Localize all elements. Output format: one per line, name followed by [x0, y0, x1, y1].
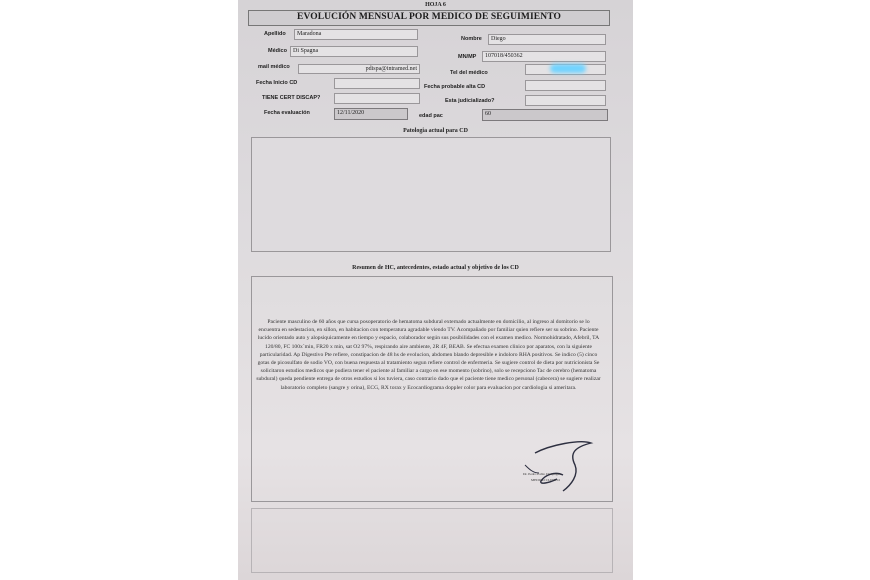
medico-label: Médico: [268, 48, 287, 54]
fecha-inicio-field: [334, 78, 420, 89]
edad-pac-label: edad pac: [419, 113, 443, 119]
resumen-heading: Resumen de HC, antecedentes, estado actual y objetivo de los CD: [352, 265, 519, 271]
fecha-probable-alta-label: Fecha probable alta CD: [424, 84, 486, 90]
apellido-label: Apellido: [264, 31, 286, 37]
mn-mp-label: MN/MP: [458, 54, 477, 60]
apellido-field: Maradona: [294, 29, 418, 40]
document-title: EVOLUCIÓN MENSUAL POR MEDICO DE SEGUIMIENTO: [297, 12, 561, 22]
nombre-label: Nombre: [461, 36, 482, 42]
patologia-box: [251, 137, 611, 252]
cert-discap-label: TIENE CERT DISCAP?: [262, 95, 321, 101]
fecha-evaluacion-label: Fecha evaluación: [264, 110, 310, 116]
signature-detail: MEDICO CLINICO: [531, 478, 560, 482]
fecha-inicio-label: Fecha Inicio CD: [256, 80, 298, 86]
judicializado-label: Esta judicializado?: [445, 98, 495, 104]
fecha-evaluacion-field: 12/11/2020: [334, 108, 408, 120]
mail-medico-field: pdispa@intramed.net: [298, 64, 420, 74]
signature-icon: [505, 435, 595, 495]
resumen-text: Paciente masculino de 60 años que cursa posoperatorio de hematoma subdural externado actualmente en domicilio, al ingreso al domitorio se lo encuentra en sedestacion, en sillon, en habitacion con temperatura agradable viendo TV. Acompañado por familiar quien refiere ser su sobrino. Paciente lucido orientado auto y alopsiquicamente en tiempo y espacio, colaborador según sus posibilidades con el examen medico. Normohidratado, Afebril, TA 120/80, FC 100x´min, FR20 x min, sat O2 97%, respirando aire ambiente, 2R 4F, BEAB. Se efectua examen clinico por aparatos, con la siguiente particularidad. Ap Digestivo Pte refiere, constipacion de 48 hs de evolucion, abdomen blando depresible e indoloro RHA positivos. Se indico (5) cinco gotas de picosulfato de sodio VO, con buena respuesta al tratamiento segun refiere control de enfermeria. Se sugiere control de dieta por nutricionista Se solicitaron estudios medicos que pudiera tener el paciente al familiar a cargo en ese momento (sobrino), solo se recepciono Tac de cerebro (hematoma subdural) queda pendiente entrega de otros estudios si los tuviera, caso contrario dado que el paciente tiene medico personal (cabecera) se sugiere realizar laboratorio completo (sangre y orina), ECG, RX torax y Ecocardiograma doppler color para evaluacion por cardiologia si ameritara.: [256, 319, 601, 391]
medico-field: Di Spagna: [290, 46, 418, 57]
tel-medico-label: Tel del médico: [450, 70, 488, 76]
edad-pac-field: 60: [482, 109, 608, 121]
sheet-label: HOJA 6: [425, 2, 446, 8]
judicializado-field: [525, 95, 606, 106]
extra-box: [251, 508, 613, 573]
cert-discap-field: [334, 93, 420, 104]
signature-name: Dr. Pedro Pablo Di Spagna: [523, 472, 561, 476]
mn-mp-field: 107018/450362: [482, 51, 606, 62]
signature-stamp: [505, 435, 595, 500]
nombre-field: Diego: [488, 34, 606, 45]
redaction-mark: [550, 64, 586, 73]
patologia-heading: Patologia actual para CD: [403, 128, 468, 134]
fecha-probable-alta-field: [525, 80, 606, 91]
mail-medico-label: mail médico: [258, 64, 290, 70]
